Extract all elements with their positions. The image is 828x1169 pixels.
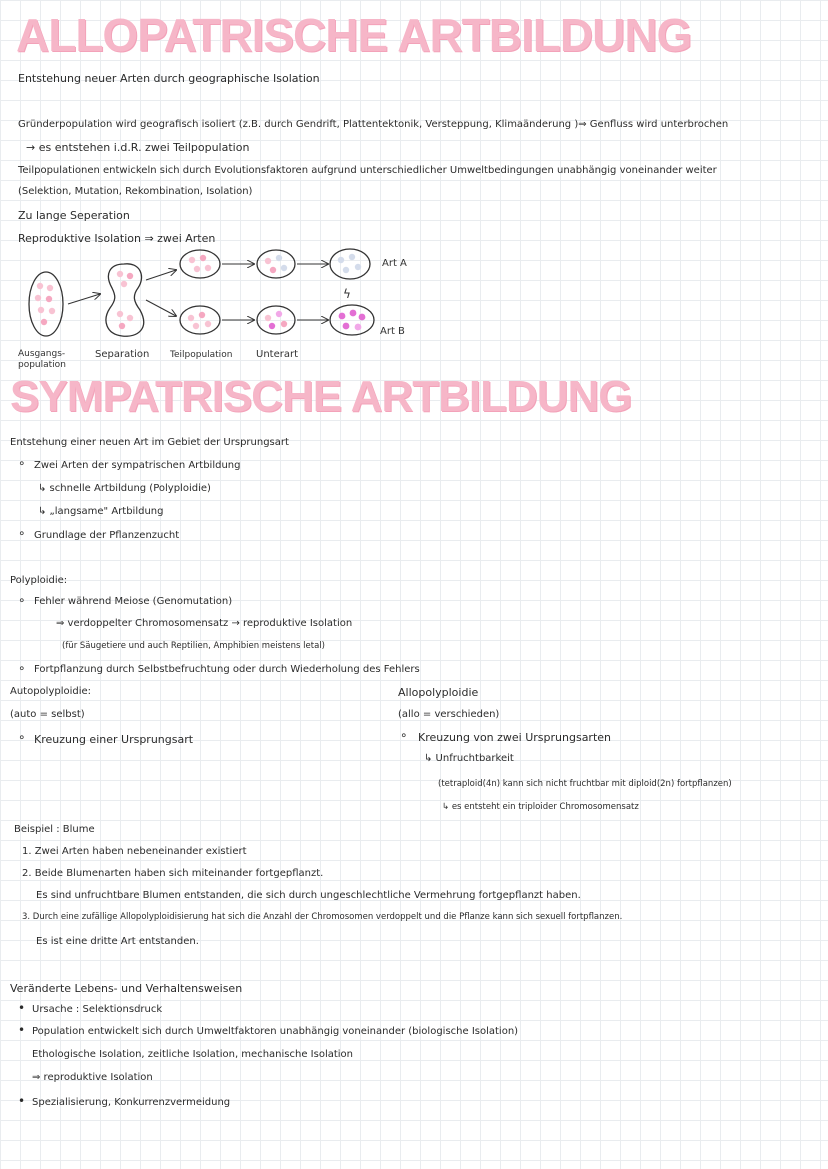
allopolyploidy-bullet-1c: ↳ es entsteht ein triploider Chromosomensatz bbox=[442, 802, 639, 812]
species-a-cell bbox=[330, 249, 370, 279]
sympatric-bullet-1: Zwei Arten der sympatrischen Artbildung bbox=[34, 460, 241, 471]
example-step-1: 1. Zwei Arten haben nebeneinander existiert bbox=[22, 846, 247, 857]
example-step-2: 2. Beide Blumenarten haben sich miteinander fortgepflanzt. bbox=[22, 868, 324, 879]
autopolyploidy-title: Autopolyploidie: bbox=[10, 686, 92, 697]
subspecies-top-cell bbox=[257, 250, 295, 278]
behavior-bullet-3: Spezialisierung, Konkurrenzvermeidung bbox=[32, 1097, 231, 1108]
polyploidy-bullet-1: Fehler während Meiose (Genomutation) bbox=[34, 596, 233, 607]
allopatric-line-2: → es entstehen i.d.R. zwei Teilpopulation bbox=[26, 141, 250, 154]
allopolyploidy-title: Allopolyploidie bbox=[398, 686, 479, 699]
separating-cell bbox=[106, 264, 144, 336]
sympatric-bullet-1a: ↳ schnelle Artbildung (Polyploidie) bbox=[38, 483, 211, 494]
bullet-icon: ∘ bbox=[18, 730, 26, 744]
sympatric-subtitle: Entstehung einer neuen Art im Gebiet der Ursprungsart bbox=[10, 437, 289, 448]
bullet-icon: ∘ bbox=[18, 593, 26, 607]
polyploidy-bullet-1b: (für Säugetiere und auch Reptilien, Amphibien meistens letal) bbox=[62, 641, 325, 651]
allopolyploidy-definition: (allo = verschieden) bbox=[398, 709, 500, 720]
allopolyploidy-bullet-1: Kreuzung von zwei Ursprungsarten bbox=[418, 731, 612, 744]
allopolyploidy-bullet-1a: ↳ Unfruchtbarkeit bbox=[424, 753, 514, 764]
bullet-icon: • bbox=[18, 1001, 26, 1015]
autopolyploidy-definition: (auto = selbst) bbox=[10, 709, 85, 720]
bullet-icon: ∘ bbox=[18, 526, 26, 540]
allopatric-line-3: Teilpopulationen entwickeln sich durch Evolutionsfaktoren aufgrund unterschiedlicher Umweltbedingungen unabhängig voneinander weiter bbox=[18, 165, 717, 176]
species-b-cell bbox=[330, 305, 374, 335]
allopatric-diagram bbox=[0, 240, 440, 375]
source-population-cell bbox=[29, 272, 63, 336]
allopatric-line-1: Gründerpopulation wird geografisch isoliert (z.B. durch Gendrift, Plattentektonik, Versteppung, Klimaänderung )⇒ Genfluss wird unterbrochen bbox=[18, 119, 729, 130]
subpopulation-bottom-cell bbox=[180, 306, 220, 334]
allopatric-line-6: Reproduktive Isolation ⇒ zwei Arten bbox=[18, 232, 216, 245]
example-step-3b: Es ist eine dritte Art entstanden. bbox=[36, 936, 199, 947]
sympatric-bullet-2: Grundlage der Pflanzenzucht bbox=[34, 530, 180, 541]
sympatric-title: SYMPATRISCHE ARTBILDUNG bbox=[10, 372, 632, 421]
label-separation: Separation bbox=[95, 349, 150, 360]
polyploidy-bullet-1a: ⇒ verdoppelter Chromosomensatz → reproduktive Isolation bbox=[56, 618, 353, 629]
behavior-bullet-2b: ⇒ reproduktive Isolation bbox=[32, 1072, 153, 1083]
label-source-population-2: population bbox=[18, 360, 66, 370]
allopatric-line-4: (Selektion, Mutation, Rekombination, Isolation) bbox=[18, 186, 253, 197]
behavior-bullet-2: Population entwickelt sich durch Umweltfaktoren unabhängig voneinander (biologische Isolation) bbox=[32, 1026, 519, 1037]
bullet-icon: ∘ bbox=[18, 661, 26, 675]
example-step-2b: Es sind unfruchtbare Blumen entstanden, die sich durch ungeschlechtliche Vermehrung fortgepflanzt haben. bbox=[36, 890, 581, 901]
polyploidy-bullet-2: Fortpflanzung durch Selbstbefruchtung oder durch Wiederholung des Fehlers bbox=[34, 664, 420, 675]
behavior-bullet-1: Ursache : Selektionsdruck bbox=[32, 1004, 163, 1015]
behavior-heading: Veränderte Lebens- und Verhaltensweisen bbox=[10, 982, 243, 995]
label-subpopulation: Teilpopulation bbox=[170, 350, 233, 360]
subpopulation-top-cell bbox=[180, 250, 220, 278]
allopolyploidy-bullet-1b: (tetraploid(4n) kann sich nicht fruchtbar mit diploid(2n) fortpflanzen) bbox=[438, 779, 732, 789]
allopatric-subtitle: Entstehung neuer Arten durch geographische Isolation bbox=[18, 72, 320, 85]
species-a-label: Art A bbox=[382, 258, 407, 269]
example-heading: Beispiel : Blume bbox=[14, 824, 95, 835]
example-step-3: 3. Durch eine zufällige Allopolyploidisierung hat sich die Anzahl der Chromosomen verdoppelt und die Pflanze kann sich sexuell fortpflanzen. bbox=[22, 912, 623, 922]
lightning-icon: ϟ bbox=[343, 287, 351, 301]
species-b-label: Art B bbox=[380, 326, 405, 337]
sympatric-bullet-1b: ↳ „langsame" Artbildung bbox=[38, 506, 164, 517]
bullet-icon: • bbox=[18, 1094, 26, 1108]
bullet-icon: ∘ bbox=[18, 456, 26, 470]
label-subspecies: Unterart bbox=[256, 349, 299, 360]
subspecies-bottom-cell bbox=[257, 306, 295, 334]
polyploidy-heading: Polyploidie: bbox=[10, 575, 68, 586]
autopolyploidy-bullet-1: Kreuzung einer Ursprungsart bbox=[34, 733, 194, 746]
bullet-icon: • bbox=[18, 1023, 26, 1037]
label-source-population-1: Ausgangs- bbox=[18, 349, 66, 359]
allopatric-title: ALLOPATRISCHE ARTBILDUNG bbox=[16, 9, 692, 61]
behavior-bullet-2a: Ethologische Isolation, zeitliche Isolation, mechanische Isolation bbox=[32, 1049, 354, 1060]
bullet-icon: ∘ bbox=[400, 728, 408, 742]
allopatric-line-5: Zu lange Seperation bbox=[18, 209, 130, 222]
